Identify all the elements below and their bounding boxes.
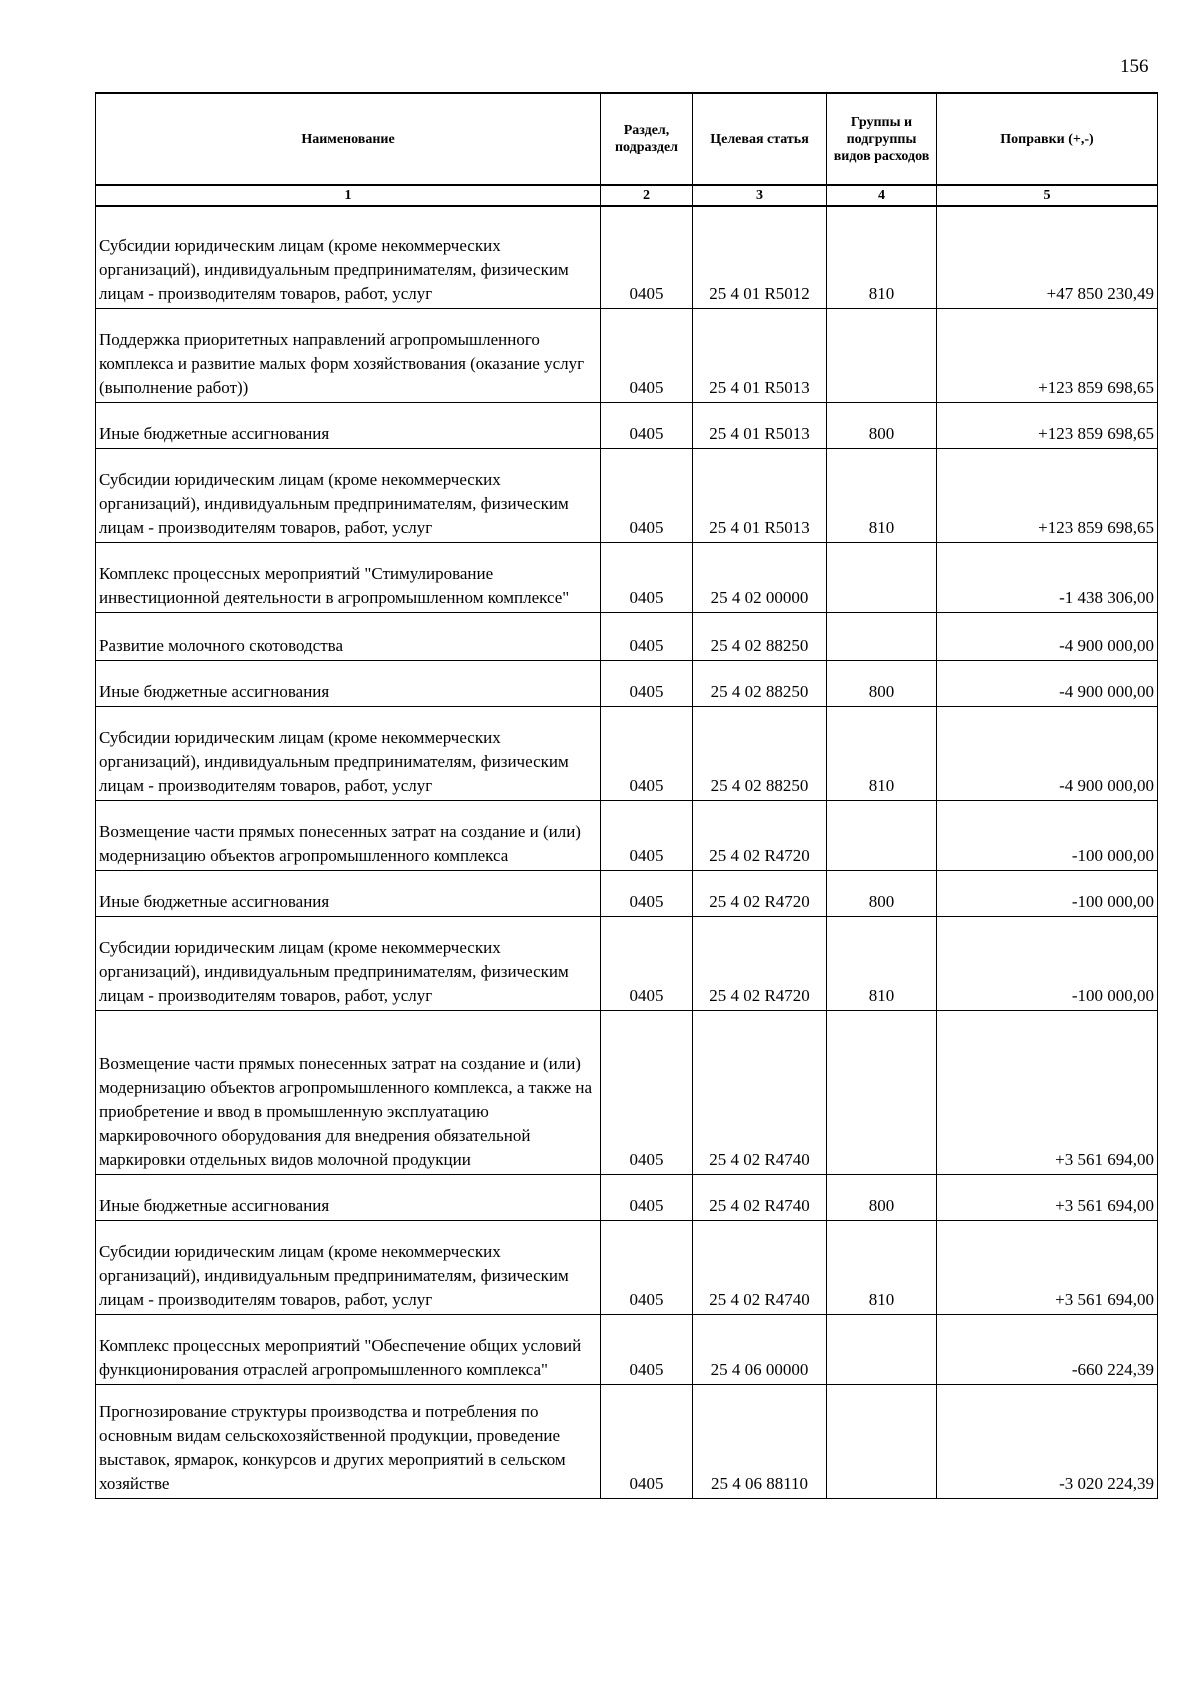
budget-amendments-table (95, 92, 1158, 1499)
row-section: 0405 (601, 706, 693, 800)
row-section: 0405 (601, 612, 693, 660)
row-expense-group: 810 (827, 1220, 937, 1314)
row-name: Возмещение части прямых понесенных затрат на создание и (или) модернизацию объектов агропромышленного комплекса (96, 800, 601, 870)
row-amount: -3 020 224,39 (937, 1384, 1158, 1498)
row-name: Возмещение части прямых понесенных затрат на создание и (или) модернизацию объектов агропромышленного комплекса, а также на приобретение и ввод в промышленную эксплуатацию маркировочного оборудования для внедрения обязательной маркировки отдельных видов молочной продукции (96, 1010, 601, 1174)
page-number: 156 (1120, 56, 1149, 77)
row-expense-group (827, 1010, 937, 1174)
row-expense-group (827, 612, 937, 660)
row-section: 0405 (601, 1010, 693, 1174)
row-name: Комплекс процессных мероприятий "Стимулирование инвестиционной деятельности в агропромышленном комплексе" (96, 542, 601, 612)
table-row (96, 706, 1158, 800)
row-section: 0405 (601, 1174, 693, 1220)
row-amount: -4 900 000,00 (937, 660, 1158, 706)
table-row (96, 402, 1158, 448)
header-section: Раздел, подраздел (601, 93, 693, 185)
table-row (96, 800, 1158, 870)
row-name: Прогнозирование структуры производства и потребления по основным видам сельскохозяйственной продукции, проведение выставок, ярмарок, конкурсов и других мероприятий в сельском хозяйстве (96, 1384, 601, 1498)
row-target-article: 25 4 02 00000 (693, 542, 827, 612)
header-amendments: Поправки (+,-) (937, 93, 1158, 185)
table-row (96, 660, 1158, 706)
row-expense-group: 800 (827, 1174, 937, 1220)
row-amount: -100 000,00 (937, 916, 1158, 1010)
table-row (96, 448, 1158, 542)
row-name: Иные бюджетные ассигнования (96, 1174, 601, 1220)
row-amount: -4 900 000,00 (937, 612, 1158, 660)
row-expense-group (827, 308, 937, 402)
row-target-article: 25 4 01 R5013 (693, 402, 827, 448)
row-amount: -660 224,39 (937, 1314, 1158, 1384)
row-expense-group (827, 800, 937, 870)
row-target-article: 25 4 01 R5012 (693, 206, 827, 308)
row-target-article: 25 4 02 88250 (693, 706, 827, 800)
row-amount: +3 561 694,00 (937, 1010, 1158, 1174)
column-number: 4 (827, 185, 937, 206)
column-number-row (96, 185, 1158, 206)
table-row (96, 542, 1158, 612)
row-name: Комплекс процессных мероприятий "Обеспечение общих условий функционирования отраслей агропромышленного комплекса" (96, 1314, 601, 1384)
row-target-article: 25 4 02 R4720 (693, 870, 827, 916)
table-row (96, 206, 1158, 308)
row-section: 0405 (601, 1314, 693, 1384)
row-amount: +123 859 698,65 (937, 448, 1158, 542)
row-section: 0405 (601, 308, 693, 402)
header-target-article: Целевая статья (693, 93, 827, 185)
row-amount: -100 000,00 (937, 800, 1158, 870)
row-expense-group (827, 1314, 937, 1384)
row-amount: +123 859 698,65 (937, 402, 1158, 448)
row-name: Субсидии юридическим лицам (кроме некоммерческих организаций), индивидуальным предпринимателям, физическим лицам - производителям товаров, работ, услуг (96, 1220, 601, 1314)
row-section: 0405 (601, 916, 693, 1010)
table-row (96, 1314, 1158, 1384)
row-amount: -1 438 306,00 (937, 542, 1158, 612)
row-name: Иные бюджетные ассигнования (96, 402, 601, 448)
row-target-article: 25 4 02 R4740 (693, 1220, 827, 1314)
table-body (96, 206, 1158, 1498)
table-row (96, 1010, 1158, 1174)
row-target-article: 25 4 02 R4740 (693, 1010, 827, 1174)
row-name: Иные бюджетные ассигнования (96, 660, 601, 706)
row-expense-group (827, 542, 937, 612)
header-name: Наименование (96, 93, 601, 185)
row-name: Субсидии юридическим лицам (кроме некоммерческих организаций), индивидуальным предпринимателям, физическим лицам - производителям товаров, работ, услуг (96, 916, 601, 1010)
row-target-article: 25 4 01 R5013 (693, 448, 827, 542)
row-section: 0405 (601, 800, 693, 870)
row-name: Развитие молочного скотоводства (96, 612, 601, 660)
row-amount: +3 561 694,00 (937, 1220, 1158, 1314)
row-expense-group: 810 (827, 206, 937, 308)
row-target-article: 25 4 06 88110 (693, 1384, 827, 1498)
row-expense-group: 810 (827, 448, 937, 542)
row-amount: +3 561 694,00 (937, 1174, 1158, 1220)
column-number: 3 (693, 185, 827, 206)
row-section: 0405 (601, 660, 693, 706)
row-target-article: 25 4 02 R4740 (693, 1174, 827, 1220)
row-section: 0405 (601, 402, 693, 448)
row-name: Субсидии юридическим лицам (кроме некоммерческих организаций), индивидуальным предпринимателям, физическим лицам - производителям товаров, работ, услуг (96, 706, 601, 800)
table-row (96, 1220, 1158, 1314)
row-expense-group (827, 1384, 937, 1498)
row-expense-group: 800 (827, 660, 937, 706)
row-name: Субсидии юридическим лицам (кроме некоммерческих организаций), индивидуальным предпринимателям, физическим лицам - производителям товаров, работ, услуг (96, 448, 601, 542)
row-expense-group: 810 (827, 916, 937, 1010)
row-expense-group: 800 (827, 870, 937, 916)
row-section: 0405 (601, 870, 693, 916)
row-target-article: 25 4 01 R5013 (693, 308, 827, 402)
row-target-article: 25 4 02 88250 (693, 660, 827, 706)
column-number: 5 (937, 185, 1158, 206)
table-row (96, 1174, 1158, 1220)
row-target-article: 25 4 02 R4720 (693, 916, 827, 1010)
row-amount: -4 900 000,00 (937, 706, 1158, 800)
table-row (96, 870, 1158, 916)
table-row (96, 916, 1158, 1010)
header-row (96, 93, 1158, 185)
table-row (96, 612, 1158, 660)
header-expense-group: Группы и подгруппы видов расходов (827, 93, 937, 185)
row-section: 0405 (601, 1220, 693, 1314)
row-amount: +47 850 230,49 (937, 206, 1158, 308)
row-expense-group: 810 (827, 706, 937, 800)
row-name: Субсидии юридическим лицам (кроме некоммерческих организаций), индивидуальным предпринимателям, физическим лицам - производителям товаров, работ, услуг (96, 206, 601, 308)
row-amount: +123 859 698,65 (937, 308, 1158, 402)
row-target-article: 25 4 02 R4720 (693, 800, 827, 870)
column-number: 1 (96, 185, 601, 206)
row-section: 0405 (601, 542, 693, 612)
row-expense-group: 800 (827, 402, 937, 448)
row-name: Поддержка приоритетных направлений агропромышленного комплекса и развитие малых форм хозяйствования (оказание услуг (выполнение работ)) (96, 308, 601, 402)
column-number: 2 (601, 185, 693, 206)
table-row (96, 1384, 1158, 1498)
row-section: 0405 (601, 448, 693, 542)
row-name: Иные бюджетные ассигнования (96, 870, 601, 916)
row-section: 0405 (601, 1384, 693, 1498)
row-target-article: 25 4 06 00000 (693, 1314, 827, 1384)
table-row (96, 308, 1158, 402)
row-target-article: 25 4 02 88250 (693, 612, 827, 660)
row-section: 0405 (601, 206, 693, 308)
row-amount: -100 000,00 (937, 870, 1158, 916)
